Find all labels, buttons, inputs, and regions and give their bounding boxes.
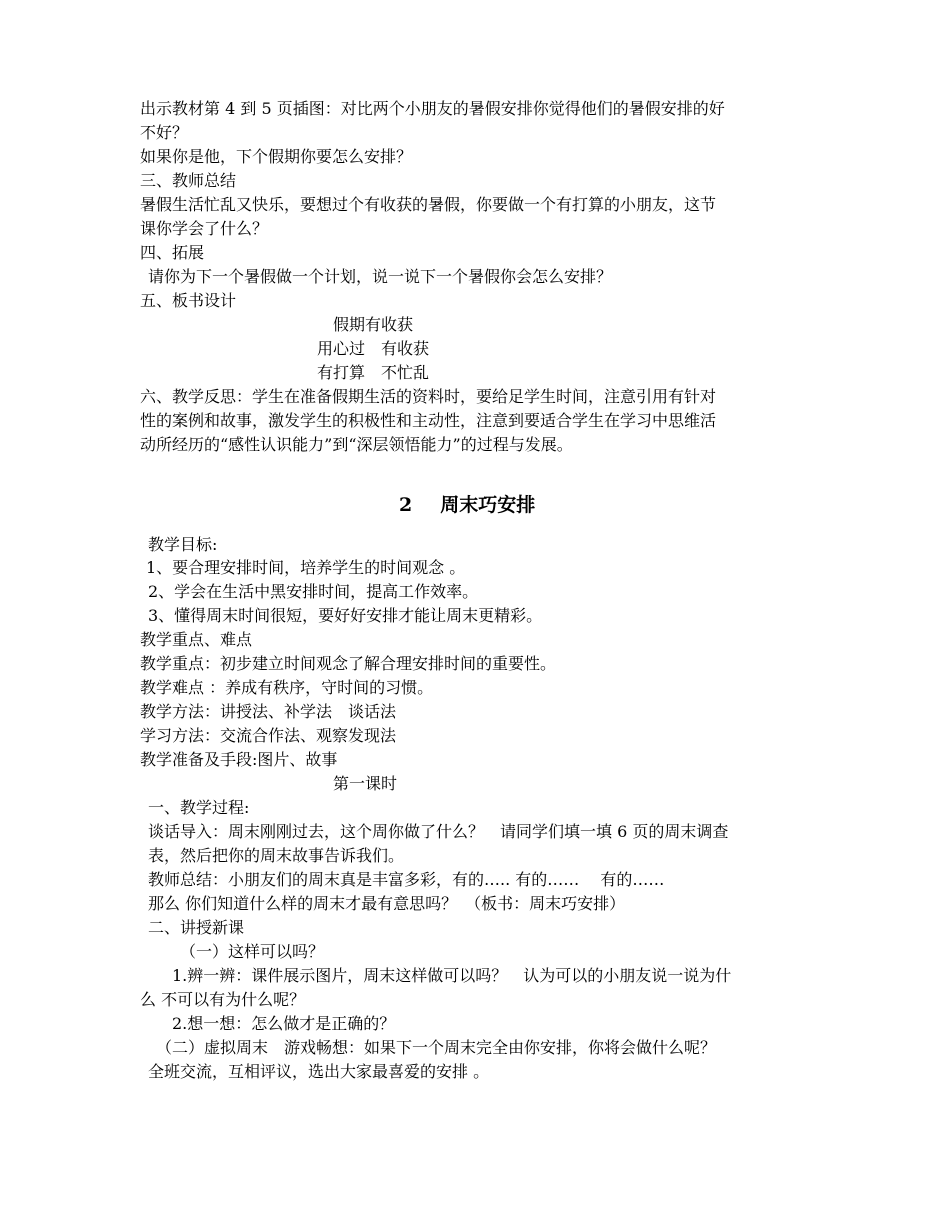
text-line: 教学方法：讲授法、补学法 谈话法 xyxy=(140,702,397,721)
section-title-text: 周末巧安排 xyxy=(440,494,536,516)
text-line: 1、要合理安排时间，培养学生的时间观念 。 xyxy=(146,558,466,577)
section-number: 2 xyxy=(399,494,413,516)
text-line: 动所经历的“感性认识能力”到“深层领悟能力”的过程与发展。 xyxy=(140,435,573,454)
text-line: （一）这样可以吗？ xyxy=(180,942,325,961)
section-heading: 四、拓展 xyxy=(140,243,205,262)
text-line: （二）虚拟周末 游戏畅想：如果下一个周末完全由你安排，你将会做什么呢？ xyxy=(156,1038,717,1057)
text-line: 课你学会了什么？ xyxy=(140,219,269,238)
board-design-line: 假期有收获 xyxy=(333,315,414,334)
section-heading: 五、板书设计 xyxy=(140,291,237,310)
text-line: 出示教材第 4 到 5 页插图：对比两个小朋友的暑假安排你觉得他们的暑假安排的好 xyxy=(140,99,725,118)
section-heading: 一、教学过程: xyxy=(148,798,250,817)
text-line: 全班交流，互相评议，选出大家最喜爱的安排 。 xyxy=(148,1062,490,1081)
text-line: 教师总结：小朋友们的周末真是丰富多彩，有的….. 有的…… 有的…… xyxy=(148,870,665,889)
text-line: 如果你是他，下个假期你要怎么安排？ xyxy=(140,147,413,166)
text-line: 3、懂得周末时间很短，要好好安排才能让周末更精彩。 xyxy=(148,606,543,625)
section-heading: 三、教师总结 xyxy=(140,171,237,190)
text-line: 教学难点 ：养成有秩序，守时间的习惯。 xyxy=(140,678,434,697)
section-heading: 二、讲授新课 xyxy=(148,918,245,937)
text-line: 1.辨一辨：课件展示图片，周末这样做可以吗？ 认为可以的小朋友说一说为什 xyxy=(172,966,732,985)
lesson-period: 第一课时 xyxy=(333,774,398,793)
text-line: 2.想一想：怎么做才是正确的？ xyxy=(172,1014,396,1033)
text-line: 2、学会在生活中黑安排时间，提高工作效率。 xyxy=(148,582,479,601)
text-line: 不好？ xyxy=(140,123,189,142)
board-design-line: 用心过 有收获 xyxy=(317,339,430,358)
text-line: 教学重点、难点 xyxy=(140,630,253,649)
text-line: 谈话导入：周末刚刚过去，这个周你做了什么？ 请同学们填一填 6 页的周末调查 xyxy=(148,822,729,841)
text-line: 性的案例和故事，激发学生的积极性和主动性，注意到要适合学生在学习中思维活 xyxy=(140,411,717,430)
text-line: 暑假生活忙乱又快乐，要想过个有收获的暑假，你要做一个有打算的小朋友，这节 xyxy=(140,195,717,214)
text-line: 学习方法：交流合作法、观察发现法 xyxy=(140,726,397,745)
section-title xyxy=(399,493,535,517)
text-line: 教学重点：初步建立时间观念了解合理安排时间的重要性。 xyxy=(140,654,557,673)
text-line: 么 不可以有为什么呢？ xyxy=(140,990,306,1009)
text-line: 表，然后把你的周末故事告诉我们。 xyxy=(148,846,405,865)
text-line: 教学目标: xyxy=(148,535,218,554)
board-design-line: 有打算 不忙乱 xyxy=(317,363,430,382)
text-line: 请你为下一个暑假做一个计划，说一说下一个暑假你会怎么安排？ xyxy=(148,267,613,286)
text-line: 六、教学反思：学生在准备假期生活的资料时，要给足学生时间，注意引用有针对 xyxy=(140,387,717,406)
text-line: 那么 你们知道什么样的周末才最有意思吗？ （板书：周末巧安排） xyxy=(148,894,626,913)
text-line: 教学准备及手段:图片、故事 xyxy=(140,750,338,769)
